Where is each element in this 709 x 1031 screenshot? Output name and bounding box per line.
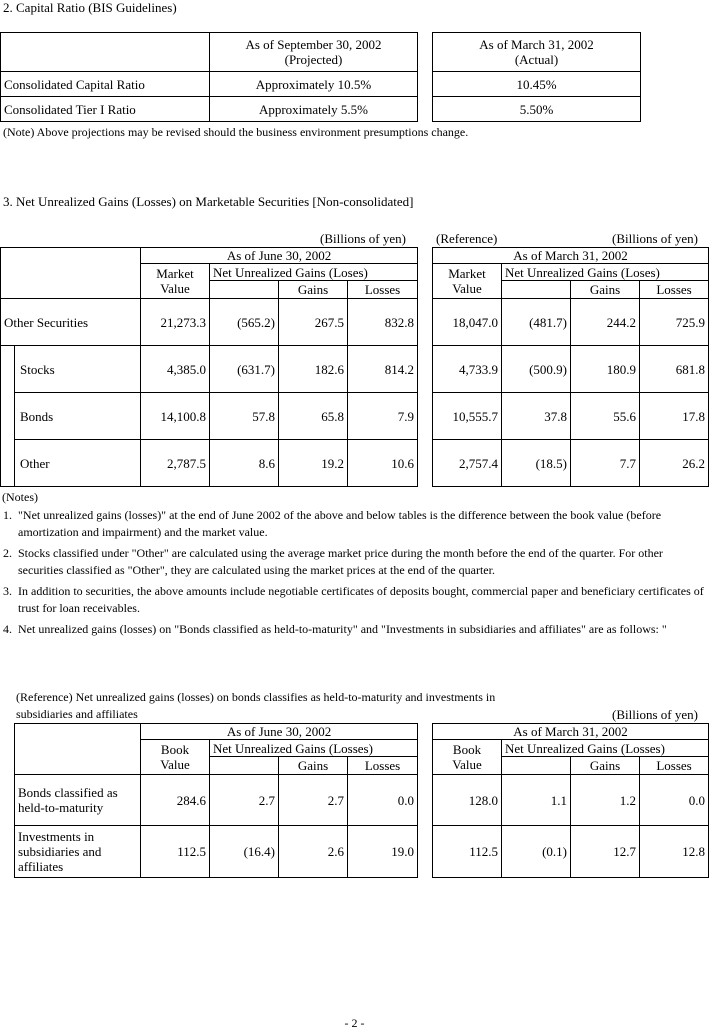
capital-row-label: Consolidated Capital Ratio — [1, 72, 210, 97]
reference-heading-line1: (Reference) Net unrealized gains (losses) on bonds classifies as held-to-maturity and investments in — [16, 690, 496, 704]
losses-cell: 814.2 — [348, 346, 418, 393]
capital-col2-line2: (Actual) — [514, 52, 559, 67]
market-value-cell: 21,273.3 — [141, 299, 210, 346]
note-item — [3, 545, 706, 579]
capital-col2-line1: As of March 31, 2002 — [479, 37, 594, 52]
table-row — [433, 826, 709, 878]
capital-row-value: Approximately 5.5% — [210, 97, 418, 122]
row-label-line2: held-to-maturity — [18, 800, 104, 815]
table-row — [1, 299, 418, 346]
losses-cell: 0.0 — [640, 775, 709, 826]
losses-header: Losses — [640, 757, 709, 775]
row-label: Other — [15, 440, 141, 487]
blank-header-cell — [210, 757, 279, 775]
blank-header-cell — [502, 757, 571, 775]
capital-col1-header — [210, 33, 418, 72]
market-value-header — [141, 264, 210, 299]
row-label-line2: subsidiaries and — [18, 844, 102, 859]
book-value-line1: Book — [452, 742, 482, 757]
securities-table-left — [0, 247, 418, 487]
capital-heading: 2. Capital Ratio (BIS Guidelines) — [3, 0, 177, 15]
net-cell: (565.2) — [210, 299, 279, 346]
row-label: Other Securities — [1, 299, 141, 346]
table-row — [1, 440, 418, 487]
market-value-line2: Value — [452, 281, 482, 296]
losses-cell: 10.6 — [348, 440, 418, 487]
table-row — [1, 346, 418, 393]
gains-cell: 12.7 — [571, 826, 640, 878]
row-label — [15, 826, 141, 878]
net-cell: (0.1) — [502, 826, 571, 878]
page-number: - 2 - — [344, 1016, 365, 1030]
market-value-cell: 14,100.8 — [141, 393, 210, 440]
securities-right-period: As of March 31, 2002 — [433, 248, 709, 264]
losses-cell: 832.8 — [348, 299, 418, 346]
note-item — [3, 621, 706, 638]
blank-header-cell — [1, 33, 210, 72]
capital-row-value: 5.50% — [433, 97, 641, 122]
losses-cell: 26.2 — [640, 440, 709, 487]
blank-header-cell — [210, 281, 279, 299]
notes-title: (Notes) — [2, 490, 38, 504]
gains-cell: 55.6 — [571, 393, 640, 440]
securities-table-right — [432, 247, 709, 487]
losses-cell: 19.0 — [348, 826, 418, 878]
reference-heading-line2: subsidiaries and affiliates — [16, 707, 138, 721]
losses-header: Losses — [348, 281, 418, 299]
securities-unit-left: (Billions of yen) — [320, 231, 406, 246]
net-cell: 1.1 — [502, 775, 571, 826]
table-row — [433, 393, 709, 440]
capital-col1-line1: As of September 30, 2002 — [245, 37, 382, 52]
gains-cell: 182.6 — [279, 346, 348, 393]
gains-header: Gains — [279, 757, 348, 775]
net-unrealized-header: Net Unrealized Gains (Loses) — [502, 264, 709, 281]
note-number: 3. — [3, 584, 12, 598]
table-row — [15, 775, 418, 826]
table-row — [433, 775, 709, 826]
gains-cell: 19.2 — [279, 440, 348, 487]
net-cell: (500.9) — [502, 346, 571, 393]
note-number: 2. — [3, 546, 12, 560]
note-text: In addition to securities, the above amounts include negotiable certificates of deposits bought, commercial paper and beneficiary certificates of trust for loan receivables. — [18, 584, 704, 615]
losses-header: Losses — [640, 281, 709, 299]
net-unrealized-header: Net Unrealized Gains (Losses) — [210, 740, 418, 757]
net-cell: (631.7) — [210, 346, 279, 393]
book-value-line2: Value — [452, 757, 482, 772]
gains-cell: 180.9 — [571, 346, 640, 393]
note-text: "Net unrealized gains (losses)" at the end of June 2002 of the above and below tables is the difference between the book value (before amortization and impairment) and the market value. — [18, 508, 662, 539]
reference-right-period: As of March 31, 2002 — [433, 724, 709, 740]
capital-row-value: 10.45% — [433, 72, 641, 97]
losses-cell: 7.9 — [348, 393, 418, 440]
notes-list — [3, 507, 706, 642]
gains-header: Gains — [571, 281, 640, 299]
capital-col1-line2: (Projected) — [284, 52, 343, 67]
net-cell: 37.8 — [502, 393, 571, 440]
row-label — [15, 775, 141, 826]
gains-cell: 267.5 — [279, 299, 348, 346]
market-value-cell: 10,555.7 — [433, 393, 502, 440]
capital-ratio-table-left — [0, 32, 418, 122]
book-value-line2: Value — [160, 757, 190, 772]
market-value-cell: 2,787.5 — [141, 440, 210, 487]
table-row — [433, 299, 709, 346]
net-cell: 8.6 — [210, 440, 279, 487]
market-value-line2: Value — [160, 281, 190, 296]
net-cell: 57.8 — [210, 393, 279, 440]
capital-row-label: Consolidated Tier I Ratio — [1, 97, 210, 122]
book-value-line1: Book — [160, 742, 190, 757]
market-value-cell: 4,733.9 — [433, 346, 502, 393]
losses-cell: 12.8 — [640, 826, 709, 878]
note-item — [3, 507, 706, 541]
capital-col2-header — [433, 33, 641, 72]
row-label-line3: affiliates — [18, 859, 64, 874]
table-row — [433, 346, 709, 393]
net-cell: 2.7 — [210, 775, 279, 826]
net-cell: (481.7) — [502, 299, 571, 346]
reference-table-left — [14, 723, 418, 878]
securities-heading: 3. Net Unrealized Gains (Losses) on Marketable Securities [Non-consolidated] — [3, 194, 414, 209]
row-label-line1: Investments in — [18, 829, 95, 844]
table-row — [15, 826, 418, 878]
gains-header: Gains — [279, 281, 348, 299]
losses-cell: 681.8 — [640, 346, 709, 393]
row-label-line1: Bonds classified as — [18, 785, 118, 800]
net-unrealized-header: Net Unrealized Gains (Loses) — [210, 264, 418, 281]
net-cell: (18.5) — [502, 440, 571, 487]
market-value-line1: Market — [156, 266, 194, 281]
gains-header: Gains — [571, 757, 640, 775]
note-item — [3, 583, 706, 617]
gains-cell: 1.2 — [571, 775, 640, 826]
reference-table-right — [432, 723, 709, 878]
losses-cell: 17.8 — [640, 393, 709, 440]
book-value-header — [141, 740, 210, 775]
note-text: Stocks classified under "Other" are calculated using the average market price during the month before the end of the quarter. For other securities classified as "Other", they are calculated using the market prices at the end of the quarter. — [18, 546, 663, 577]
securities-unit-right: (Billions of yen) — [612, 231, 698, 246]
book-value-cell: 284.6 — [141, 775, 210, 826]
net-cell: (16.4) — [210, 826, 279, 878]
losses-cell: 725.9 — [640, 299, 709, 346]
book-value-cell: 112.5 — [433, 826, 502, 878]
indent-cell — [1, 346, 15, 487]
capital-note: (Note) Above projections may be revised should the business environment presumptions change. — [3, 125, 469, 139]
securities-reference-label: (Reference) — [436, 231, 498, 246]
securities-left-period: As of June 30, 2002 — [141, 248, 418, 264]
losses-cell: 0.0 — [348, 775, 418, 826]
book-value-cell: 128.0 — [433, 775, 502, 826]
row-label: Bonds — [15, 393, 141, 440]
note-number: 4. — [3, 622, 12, 636]
net-unrealized-header: Net Unrealized Gains (Losses) — [502, 740, 709, 757]
gains-cell: 7.7 — [571, 440, 640, 487]
blank-header-cell — [1, 248, 141, 299]
note-text: Net unrealized gains (losses) on "Bonds classified as held-to-maturity" and "Investments in subsidiaries and affiliates" are as follows: " — [18, 622, 667, 636]
capital-row-value: Approximately 10.5% — [210, 72, 418, 97]
gains-cell: 65.8 — [279, 393, 348, 440]
market-value-header — [433, 264, 502, 299]
market-value-cell: 2,757.4 — [433, 440, 502, 487]
table-row — [1, 393, 418, 440]
book-value-cell: 112.5 — [141, 826, 210, 878]
losses-header: Losses — [348, 757, 418, 775]
gains-cell: 2.6 — [279, 826, 348, 878]
table-row — [433, 440, 709, 487]
reference-left-period: As of June 30, 2002 — [141, 724, 418, 740]
gains-cell: 2.7 — [279, 775, 348, 826]
market-value-line1: Market — [448, 266, 486, 281]
market-value-cell: 18,047.0 — [433, 299, 502, 346]
blank-header-cell — [15, 724, 141, 775]
market-value-cell: 4,385.0 — [141, 346, 210, 393]
row-label: Stocks — [15, 346, 141, 393]
blank-header-cell — [502, 281, 571, 299]
note-number: 1. — [3, 508, 12, 522]
capital-ratio-table-right — [432, 32, 641, 122]
book-value-header — [433, 740, 502, 775]
gains-cell: 244.2 — [571, 299, 640, 346]
reference-unit: (Billions of yen) — [612, 707, 698, 722]
